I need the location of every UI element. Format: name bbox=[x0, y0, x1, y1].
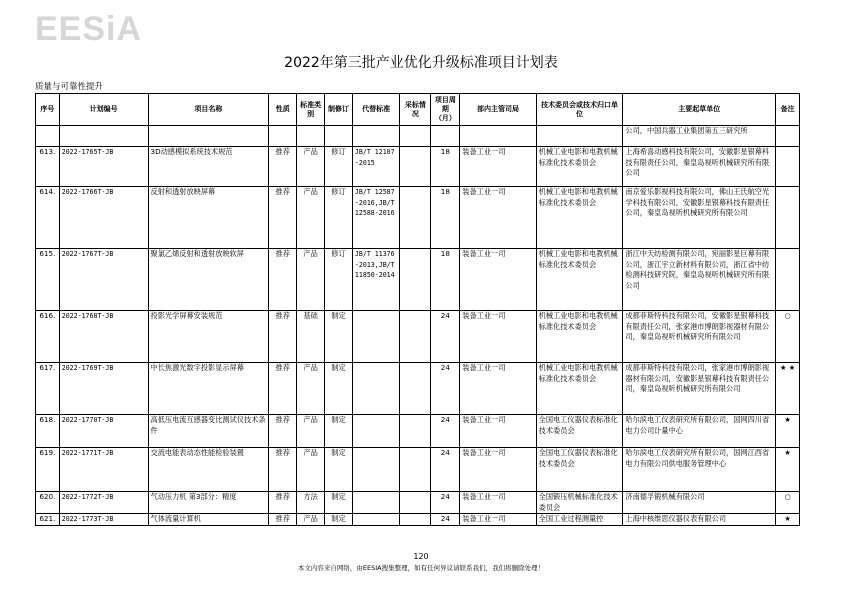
table-cell: 推荐 bbox=[269, 415, 297, 448]
table-cell: 基础 bbox=[297, 311, 325, 363]
table-row bbox=[36, 249, 800, 311]
column-header: 采标情况 bbox=[400, 94, 431, 126]
table-cell: 修订 bbox=[325, 147, 353, 187]
table-cell bbox=[59, 126, 148, 147]
column-header: 制修订 bbox=[325, 94, 353, 126]
table-cell: ★ ★ bbox=[776, 363, 800, 415]
table-cell: ○ bbox=[776, 311, 800, 363]
table-cell: 聚氯乙烯反射和透射放映软屏 bbox=[148, 249, 269, 311]
table-header-row bbox=[36, 94, 800, 126]
table-cell: 机械工业电影和电教机械标准化技术委员会 bbox=[536, 187, 623, 249]
table-cell: 机械工业电影和电教机械标准化技术委员会 bbox=[536, 147, 623, 187]
table-row bbox=[36, 363, 800, 415]
eesia-logo: EESiA bbox=[35, 10, 143, 48]
table-cell: 产品 bbox=[297, 415, 325, 448]
table-cell: 装备工业一司 bbox=[460, 363, 536, 415]
table-cell: 推荐 bbox=[269, 363, 297, 415]
table-cell: 修订 bbox=[325, 187, 353, 249]
column-header: 技术委员会或技术归口单位 bbox=[536, 94, 623, 126]
table-cell: 3D动感模拟系统技术规范 bbox=[148, 147, 269, 187]
table-row bbox=[36, 492, 800, 514]
table-cell: 上海希喜动感科技有限公司，安徽影星银幕科技有限责任公司，秦皇岛视听机械研究所有限公司 bbox=[623, 147, 776, 187]
column-header: 项目周期（月） bbox=[431, 94, 460, 126]
table-row bbox=[36, 147, 800, 187]
table-cell: 高低压电流互感器变比测试仪技术条件 bbox=[148, 415, 269, 448]
table-cell bbox=[352, 492, 399, 514]
column-header: 序号 bbox=[36, 94, 60, 126]
table-cell: 2022-1766T-JB bbox=[59, 187, 148, 249]
table-cell bbox=[776, 249, 800, 311]
table-cell: 装备工业一司 bbox=[460, 311, 536, 363]
table-cell: 24 bbox=[431, 492, 460, 514]
table-cell: 气体流量计算机 bbox=[148, 514, 269, 526]
table-cell: 装备工业一司 bbox=[460, 492, 536, 514]
table-cell: 613. bbox=[36, 147, 60, 187]
column-header: 计划编号 bbox=[59, 94, 148, 126]
table-cell bbox=[400, 448, 431, 492]
page-number: 120 bbox=[413, 552, 429, 561]
table-cell bbox=[352, 126, 399, 147]
table-cell bbox=[352, 415, 399, 448]
table-cell: 24 bbox=[431, 363, 460, 415]
table-cell: 推荐 bbox=[269, 187, 297, 249]
table-cell: 制定 bbox=[325, 363, 353, 415]
table-cell bbox=[536, 126, 623, 147]
table-cell: 产品 bbox=[297, 363, 325, 415]
table-cell bbox=[400, 249, 431, 311]
section-heading: 质量与可靠性提升 bbox=[35, 82, 104, 92]
table-cell: 装备工业一司 bbox=[460, 249, 536, 311]
table-cell: 制定 bbox=[325, 311, 353, 363]
table-cell: 2022-1773T-JB bbox=[59, 514, 148, 526]
column-header: 标准类别 bbox=[297, 94, 325, 126]
table-cell bbox=[460, 126, 536, 147]
table-cell: 产品 bbox=[297, 448, 325, 492]
table-cell bbox=[400, 415, 431, 448]
table-cell: 机械工业电影和电教机械标准化技术委员会 bbox=[536, 249, 623, 311]
table-cell: 全国工业过程测量控 bbox=[536, 514, 623, 526]
table-cell: 全国锻压机械标准化技术委员会 bbox=[536, 492, 623, 514]
table-cell: 南京爱乐影视科技有限公司，佛山王氏航空光学科技有限公司，安徽影星银幕科技有限责任公司，秦皇岛视听机械研究所有限公司 bbox=[623, 187, 776, 249]
table-cell bbox=[352, 448, 399, 492]
table-cell: 成都菲斯特科技有限公司，张家港市博朗影视器材有限公司，安徽影星银幕科技有限责任公司，秦皇岛视听机械研究所有限公司 bbox=[623, 363, 776, 415]
table-cell: 制定 bbox=[325, 514, 353, 526]
table-cell: 620. bbox=[36, 492, 60, 514]
table-cell: 18 bbox=[431, 187, 460, 249]
table-cell: 哈尔滨电工仪表研究所有限公司，国网江西省电力有限公司供电服务管理中心 bbox=[623, 448, 776, 492]
table-cell: 推荐 bbox=[269, 147, 297, 187]
table-cell: 618. bbox=[36, 415, 60, 448]
table-cell: 交流电能表动态性能检验装置 bbox=[148, 448, 269, 492]
table-cell bbox=[325, 126, 353, 147]
table-cell: 成都菲斯特科技有限公司，安徽影星银幕科技有限责任公司，张家港市博朗影视器材有限公司，秦皇岛视听机械研究所有限公司 bbox=[623, 311, 776, 363]
table-cell: 推荐 bbox=[269, 514, 297, 526]
table-cell bbox=[400, 311, 431, 363]
table-cell: ○ bbox=[776, 492, 800, 514]
table-cell: ★ bbox=[776, 448, 800, 492]
column-header: 主要起草单位 bbox=[623, 94, 776, 126]
table-cell: 18 bbox=[431, 147, 460, 187]
table-cell bbox=[352, 514, 399, 526]
table-row bbox=[36, 448, 800, 492]
table-cell: 方法 bbox=[297, 492, 325, 514]
table-cell: 24 bbox=[431, 514, 460, 526]
table-row bbox=[36, 311, 800, 363]
table-cell bbox=[352, 363, 399, 415]
table-cell: 全国电工仪器仪表标准化技术委员会 bbox=[536, 415, 623, 448]
table-cell: 2022-1772T-JB bbox=[59, 492, 148, 514]
table-cell: 装备工业一司 bbox=[460, 187, 536, 249]
table-cell bbox=[776, 187, 800, 249]
table-cell bbox=[269, 126, 297, 147]
table-cell: 中长焦激光数字投影显示屏幕 bbox=[148, 363, 269, 415]
table-cell: 产品 bbox=[297, 249, 325, 311]
table-cell: 2022-1768T-JB bbox=[59, 311, 148, 363]
table-cell: 2022-1769T-JB bbox=[59, 363, 148, 415]
table-row bbox=[36, 126, 800, 147]
table-cell: JB/T 12587-2016,JB/T 12588-2016 bbox=[352, 187, 399, 249]
table-cell: 制定 bbox=[325, 492, 353, 514]
table-cell: 制定 bbox=[325, 448, 353, 492]
column-header: 性质 bbox=[269, 94, 297, 126]
table-cell: 装备工业一司 bbox=[460, 147, 536, 187]
table-cell: 产品 bbox=[297, 147, 325, 187]
table-cell: 24 bbox=[431, 415, 460, 448]
table-cell: 反射和透射放映屏幕 bbox=[148, 187, 269, 249]
table-cell bbox=[352, 311, 399, 363]
table-cell: 修订 bbox=[325, 249, 353, 311]
table-cell: 615. bbox=[36, 249, 60, 311]
table-cell: 621. bbox=[36, 514, 60, 526]
column-header: 项目名称 bbox=[148, 94, 269, 126]
table-cell: JB/T 12107-2015 bbox=[352, 147, 399, 187]
standards-plan-table bbox=[35, 93, 800, 526]
table-row bbox=[36, 187, 800, 249]
table-row bbox=[36, 415, 800, 448]
table-cell: ★ bbox=[776, 514, 800, 526]
table-cell: 产品 bbox=[297, 187, 325, 249]
table-cell bbox=[400, 126, 431, 147]
table-cell: 上海中核维思仪器仪表有限公司 bbox=[623, 514, 776, 526]
table-cell: 装备工业一司 bbox=[460, 415, 536, 448]
table-cell bbox=[400, 363, 431, 415]
table-cell: 产品 bbox=[297, 514, 325, 526]
table-cell bbox=[36, 126, 60, 147]
table-cell: 614. bbox=[36, 187, 60, 249]
table-cell: 18 bbox=[431, 249, 460, 311]
table-cell: 装备工业一司 bbox=[460, 448, 536, 492]
column-header: 部内主管司局 bbox=[460, 94, 536, 126]
table-cell bbox=[400, 147, 431, 187]
table-cell: 机械工业电影和电教机械标准化技术委员会 bbox=[536, 363, 623, 415]
table-cell: 制定 bbox=[325, 415, 353, 448]
table-cell: 2022-1767T-JB bbox=[59, 249, 148, 311]
table-cell: 推荐 bbox=[269, 492, 297, 514]
table-cell: 619. bbox=[36, 448, 60, 492]
table-cell bbox=[431, 126, 460, 147]
page-title: 2022年第三批产业优化升级标准项目计划表 bbox=[284, 55, 558, 71]
table-cell: 推荐 bbox=[269, 448, 297, 492]
table-cell: 24 bbox=[431, 448, 460, 492]
table-cell bbox=[400, 492, 431, 514]
table-cell bbox=[400, 187, 431, 249]
table-cell: 装备工业一司 bbox=[460, 514, 536, 526]
table-cell: 气动压力机 第3部分：精度 bbox=[148, 492, 269, 514]
table-cell: ★ bbox=[776, 415, 800, 448]
table-cell: 2022-1770T-JB bbox=[59, 415, 148, 448]
table-cell: 2022-1765T-JB bbox=[59, 147, 148, 187]
table-cell: 617. bbox=[36, 363, 60, 415]
table-cell bbox=[776, 147, 800, 187]
table-cell: 公司，中国兵器工业集团第五三研究所 bbox=[623, 126, 776, 147]
table-cell: 2022-1771T-JB bbox=[59, 448, 148, 492]
table-cell: JB/T 11376-2013,JB/T 11850-2014 bbox=[352, 249, 399, 311]
table-cell: 推荐 bbox=[269, 249, 297, 311]
table-cell: 哈尔滨电工仪表研究所有限公司，国网四川省电力公司计量中心 bbox=[623, 415, 776, 448]
table-cell: 推荐 bbox=[269, 311, 297, 363]
table-cell: 全国电工仪器仪表标准化技术委员会 bbox=[536, 448, 623, 492]
table-cell bbox=[297, 126, 325, 147]
table-cell: 浙江中天纺检测有限公司，宛丽影星巨幕有限公司，浙江宇立新材料有限公司，浙江省中纺检测科技研究院，秦皇岛视听机械研究所有限公司 bbox=[623, 249, 776, 311]
footer-note: 本文内容来自网络，由EESIA搜集整理，如有任何异议请联系我们，我们将删除处理！ bbox=[297, 564, 545, 572]
table-cell: 24 bbox=[431, 311, 460, 363]
table-cell bbox=[148, 126, 269, 147]
table-cell: 济南德孚锻机械有限公司 bbox=[623, 492, 776, 514]
table-cell bbox=[400, 514, 431, 526]
column-header: 备注 bbox=[776, 94, 800, 126]
table-cell: 616. bbox=[36, 311, 60, 363]
table-cell: 投影光学屏幕安装规范 bbox=[148, 311, 269, 363]
table-cell bbox=[776, 126, 800, 147]
column-header: 代替标准 bbox=[352, 94, 399, 126]
table-row bbox=[36, 514, 800, 526]
table-cell: 机械工业电影和电教机械标准化技术委员会 bbox=[536, 311, 623, 363]
